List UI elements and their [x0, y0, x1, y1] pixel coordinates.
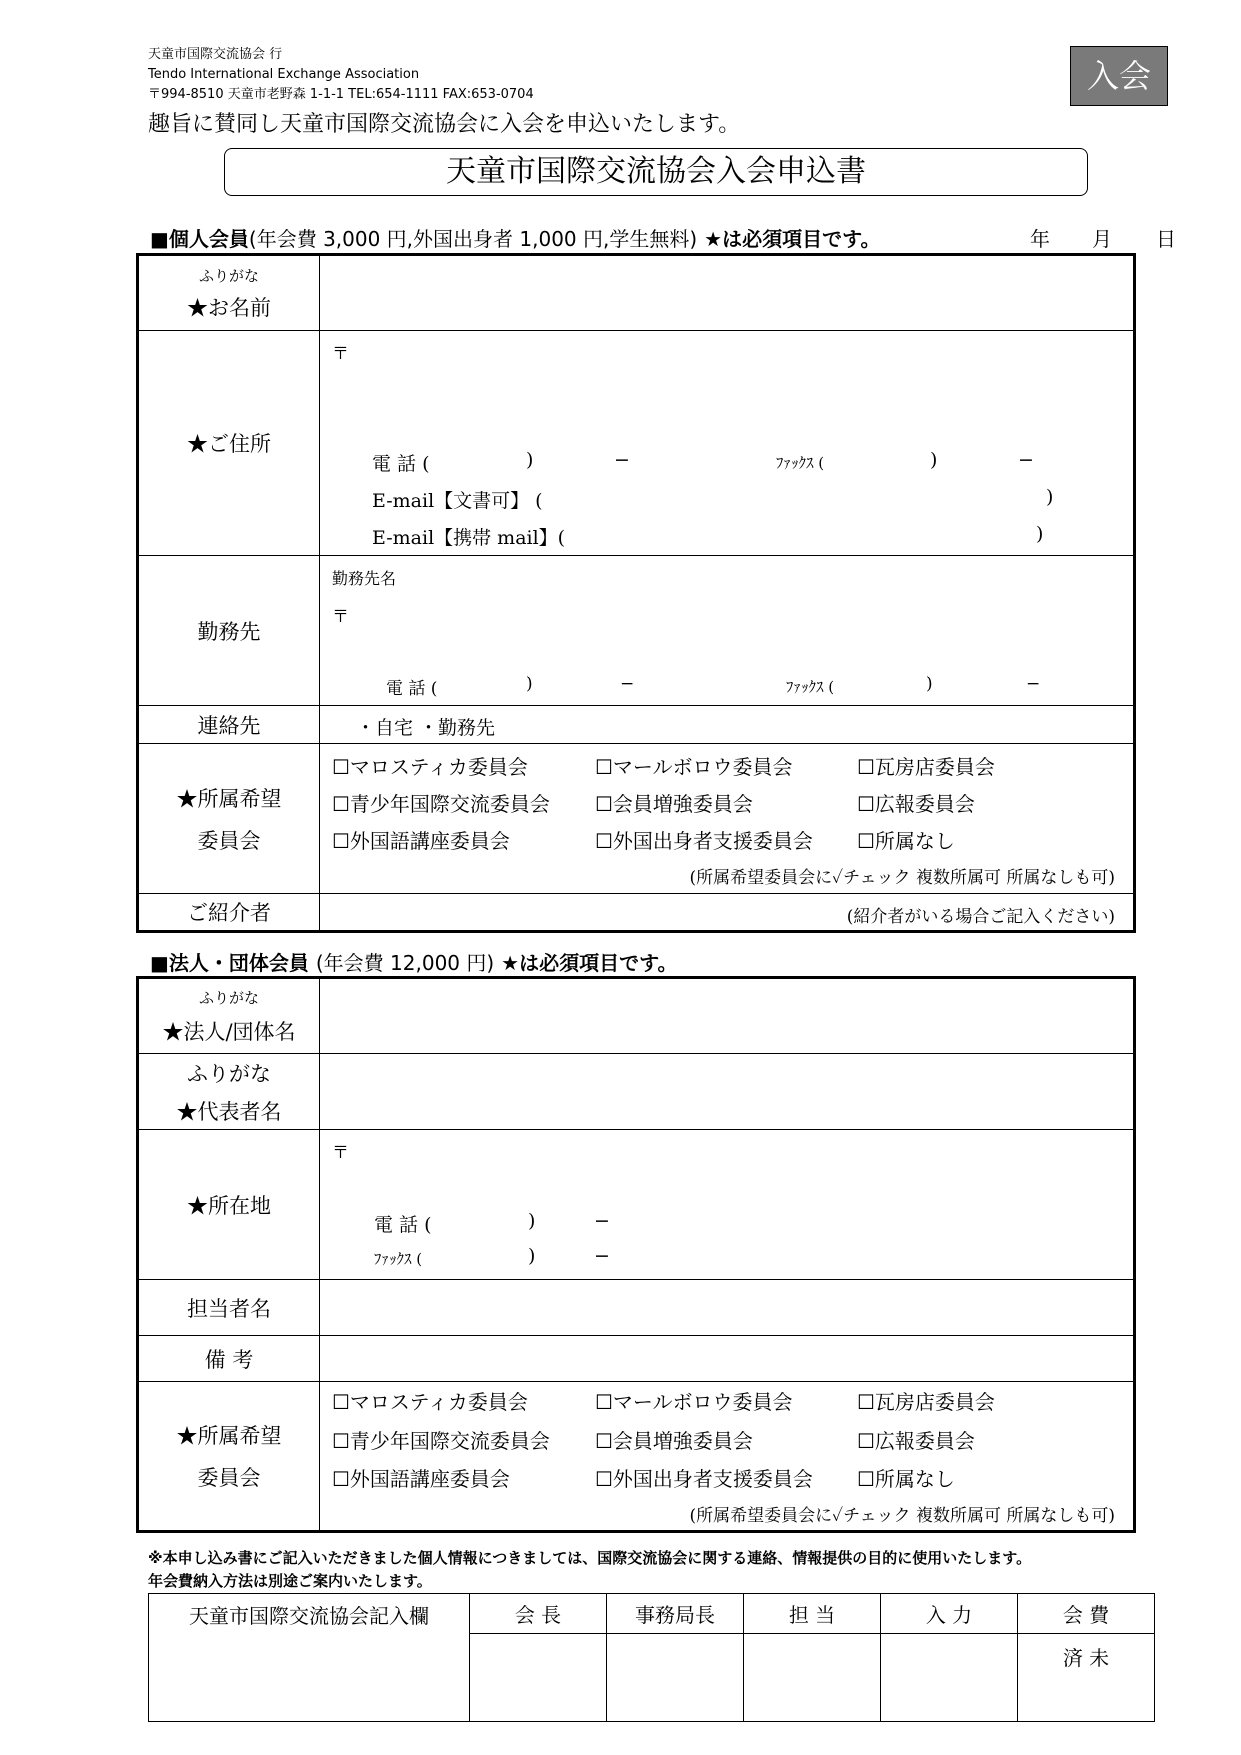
tel-dash: − [614, 449, 630, 471]
location-input[interactable] [320, 1130, 1135, 1280]
corp-postal-mark: 〒 [332, 1143, 349, 1163]
corp-name-input[interactable] [320, 978, 1135, 1054]
fax-paren-close: ) [930, 449, 938, 471]
committee-label-2: 委員会 [197, 828, 261, 853]
email-doc-label: E-mail【文書可】 ( [372, 490, 543, 512]
committee-checkbox[interactable]: ☐外国語講座委員会 [332, 1467, 510, 1491]
corporate-heading: ■法人・団体会員 [150, 951, 309, 975]
committee-checkbox[interactable]: ☐マロスティカ委員会 [332, 755, 528, 779]
name-label: ★お名前 [187, 295, 271, 320]
individual-table [136, 253, 1136, 933]
corp-fax-paren-close: ) [528, 1245, 536, 1267]
corp-name-label-cell [138, 978, 320, 1054]
date-month[interactable]: 月 [1092, 227, 1112, 251]
office-fee-status[interactable]: 済 未 [1018, 1634, 1155, 1722]
remarks-label: 備 考 [138, 1336, 320, 1382]
corp-committee-label-1: ★所属希望 [176, 1424, 282, 1448]
individual-heading: ■個人会員 [150, 227, 249, 251]
tel-paren-close: ) [526, 449, 534, 471]
contact-options-cell[interactable] [320, 706, 1135, 744]
office-col-fee: 会 費 [1018, 1594, 1155, 1634]
name-furigana-label: ふりがな [198, 266, 259, 285]
committee-checkbox[interactable]: ☐会員増強委員会 [595, 1429, 753, 1453]
corp-committee-options [320, 1382, 1135, 1532]
office-stamp-president[interactable] [470, 1634, 607, 1722]
work-input[interactable] [320, 556, 1135, 706]
committee-checkbox[interactable]: ☐マールボロウ委員会 [595, 755, 793, 779]
office-use-label: 天童市国際交流協会記入欄 [149, 1594, 470, 1722]
corp-tel-label: 電 話 ( [374, 1214, 432, 1236]
join-badge: 入会 [1070, 46, 1168, 106]
referrer-label: ご紹介者 [138, 894, 320, 932]
corp-name-label: ★法人/団体名 [162, 1019, 296, 1044]
corp-name-furigana-label: ふりがな [198, 988, 259, 1007]
contact-person-label: 担当者名 [138, 1280, 320, 1336]
corp-tel-dash: − [594, 1210, 610, 1232]
contact-person-input[interactable] [320, 1280, 1135, 1336]
office-stamp-input[interactable] [881, 1634, 1018, 1722]
corp-committee-label-cell [138, 1382, 320, 1532]
committee-checkbox[interactable]: ☐マールボロウ委員会 [595, 1390, 793, 1414]
rep-name-label: ★代表者名 [176, 1099, 282, 1124]
committee-checkbox[interactable]: ☐所属なし [857, 1467, 955, 1491]
name-input[interactable] [320, 255, 1135, 331]
office-stamp-staff[interactable] [744, 1634, 881, 1722]
rep-name-input[interactable] [320, 1054, 1135, 1130]
committee-checkbox[interactable]: ☐所属なし [857, 829, 955, 853]
committee-checkbox[interactable]: ☐会員増強委員会 [595, 792, 753, 816]
contact-options[interactable]: ・自宅 ・勤務先 [356, 717, 496, 739]
contact-label: 連絡先 [138, 706, 320, 744]
email-mobile-label: E-mail【携帯 mail】( [372, 527, 566, 549]
tel-label: 電 話 ( [372, 453, 430, 475]
referrer-input[interactable] [320, 894, 1135, 932]
work-label: 勤務先 [138, 556, 320, 706]
office-use-table [148, 1593, 1155, 1722]
committee-note: (所属希望委員会に✓チェック 複数所属可 所属なしも可) [689, 868, 1115, 888]
committee-checkbox[interactable]: ☐外国出身者支援委員会 [595, 1467, 813, 1491]
address-input[interactable] [320, 331, 1135, 556]
corporate-required-note: ★は必須項目です。 [501, 951, 678, 975]
work-fax-paren-close: ) [926, 674, 933, 694]
form-title: 天童市国際交流協会入会申込書 [224, 148, 1088, 196]
work-name-label: 勤務先名 [332, 569, 397, 588]
work-tel-dash: − [620, 674, 635, 694]
corporate-table [136, 976, 1136, 1533]
corp-fax-dash: − [594, 1245, 610, 1267]
committee-checkbox[interactable]: ☐青少年国際交流委員会 [332, 792, 550, 816]
remarks-input[interactable] [320, 1336, 1135, 1382]
individual-required-note: ★は必須項目です。 [704, 227, 881, 251]
office-stamp-secretary-general[interactable] [607, 1634, 744, 1722]
rep-label-cell [138, 1054, 320, 1130]
referrer-note: (紹介者がいる場合ご記入ください) [846, 907, 1115, 927]
name-label-cell [138, 255, 320, 331]
privacy-note: ※本申し込み書にご記入いただきました個人情報につきましては、国際交流協会に関する連絡、情報提供の目的に使用いたします。 [148, 1549, 1032, 1567]
intro-text: 趣旨に賛同し天童市国際交流協会に入会を申込いたします。 [148, 112, 741, 137]
individual-fee-note: (年会費 3,000 円,外国出身者 1,000 円,学生無料) [248, 227, 698, 251]
office-col-input: 入 力 [881, 1594, 1018, 1634]
date-year[interactable]: 年 [1030, 227, 1050, 251]
committee-checkbox[interactable]: ☐瓦房店委員会 [857, 1390, 995, 1414]
committee-options [320, 744, 1135, 894]
email-doc-paren-close: ) [1046, 486, 1054, 508]
committee-checkbox[interactable]: ☐瓦房店委員会 [857, 755, 995, 779]
corp-fax-label: ﾌｧｯｸｽ ( [374, 1250, 423, 1268]
corporate-fee-note: (年会費 12,000 円) [315, 951, 495, 975]
org-address: 〒994-8510 天童市老野森 1-1-1 TEL:654-1111 FAX:653-0704 [148, 87, 534, 102]
date-day[interactable]: 日 [1156, 227, 1176, 251]
work-tel-label: 電 話 ( [386, 679, 438, 699]
fax-label: ﾌｧｯｸｽ ( [776, 454, 825, 472]
committee-label-cell [138, 744, 320, 894]
office-col-president: 会 長 [470, 1594, 607, 1634]
committee-checkbox[interactable]: ☐外国語講座委員会 [332, 829, 510, 853]
corporate-section-title [150, 947, 678, 976]
corp-committee-note: (所属希望委員会に✓チェック 複数所属可 所属なしも可) [689, 1506, 1115, 1526]
committee-checkbox[interactable]: ☐マロスティカ委員会 [332, 1390, 528, 1414]
office-col-secretary-general: 事務局長 [607, 1594, 744, 1634]
individual-section-title [150, 223, 880, 252]
org-english-name: Tendo International Exchange Association [148, 67, 420, 82]
payment-note: 年会費納入方法は別途ご案内いたします。 [148, 1572, 432, 1590]
work-fax-dash: − [1026, 674, 1041, 694]
corp-committee-label-2: 委員会 [197, 1466, 261, 1490]
location-label: ★所在地 [138, 1130, 320, 1280]
committee-checkbox[interactable]: ☐外国出身者支援委員会 [595, 829, 813, 853]
addressee: 天童市国際交流協会 行 [148, 47, 283, 62]
work-postal-mark: 〒 [332, 607, 349, 627]
corp-tel-paren-close: ) [528, 1210, 536, 1232]
fax-dash: − [1018, 449, 1034, 471]
committee-checkbox[interactable]: ☐広報委員会 [857, 1429, 975, 1453]
rep-furigana-label: ふりがな [187, 1061, 271, 1086]
address-label: ★ご住所 [138, 331, 320, 556]
office-col-staff: 担 当 [744, 1594, 881, 1634]
committee-label-1: ★所属希望 [176, 786, 282, 811]
work-fax-label: ﾌｧｯｸｽ ( [786, 678, 835, 696]
committee-checkbox[interactable]: ☐広報委員会 [857, 792, 975, 816]
email-mobile-paren-close: ) [1036, 523, 1044, 545]
committee-checkbox[interactable]: ☐青少年国際交流委員会 [332, 1429, 550, 1453]
postal-mark: 〒 [332, 344, 349, 364]
work-tel-paren-close: ) [526, 674, 533, 694]
